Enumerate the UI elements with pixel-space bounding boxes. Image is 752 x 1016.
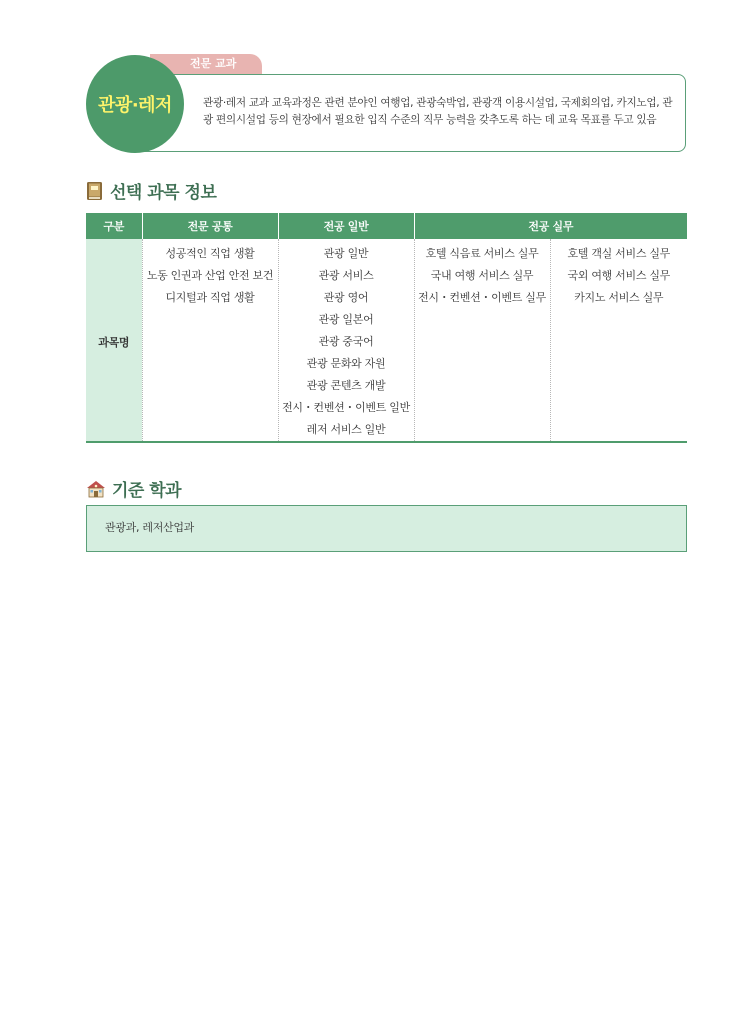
- list-item: 관광 콘텐츠 개발: [306, 379, 386, 392]
- list-item: 국외 여행 서비스 실무: [567, 269, 671, 282]
- subjects-section-title: [86, 178, 216, 203]
- list-item: 전시・컨벤션・이벤트 실무: [418, 291, 546, 304]
- department-list: 관광과, 레저산업과: [105, 521, 195, 534]
- general-subjects-cell: [278, 239, 414, 442]
- description-text: 관광·레저 교과 교육과정은 관련 분야인 여행업, 관광숙박업, 관광객 이용시설업, 국제회의업, 카지노업, 관광 편의시설업 등의 현장에서 필요한 입직 수준의 직무 능력을 갖추도록 하는 데 교육 목표를 두고 있음: [203, 97, 673, 126]
- list-item: 노동 인권과 산업 안전 보건: [146, 269, 274, 282]
- row-label: 과목명: [86, 239, 142, 442]
- subject-title: 관광·레저: [98, 95, 172, 116]
- table-row: [86, 239, 687, 442]
- description-box: [130, 74, 686, 152]
- header-category: 구분: [86, 213, 142, 239]
- list-item: 관광 영어: [323, 291, 369, 304]
- school-icon: [86, 479, 106, 499]
- practice-subjects-cell-1: [414, 239, 550, 442]
- list-item: 레저 서비스 일반: [306, 423, 386, 436]
- list-item: 호텔 객실 서비스 실무: [567, 247, 671, 260]
- list-item: 카지노 서비스 실무: [574, 291, 664, 304]
- list-item: 호텔 식음료 서비스 실무: [425, 247, 539, 260]
- header-general: 전공 일반: [278, 213, 414, 239]
- department-section-title: [86, 476, 181, 501]
- list-item: 관광 문화와 자원: [306, 357, 386, 370]
- list-item: 관광 중국어: [318, 335, 374, 348]
- subjects-section-label: 선택 과목 정보: [110, 183, 217, 203]
- list-item: 관광 일본어: [318, 313, 374, 326]
- category-tag-label: 전문 교과: [190, 57, 237, 70]
- department-section-label: 기준 학과: [112, 481, 182, 501]
- header-common: 전문 공통: [142, 213, 278, 239]
- department-box: [86, 505, 687, 552]
- list-item: 성공적인 직업 생활: [165, 247, 255, 260]
- practice-subjects-cell-2: [550, 239, 687, 442]
- list-item: 전시・컨벤션・이벤트 일반: [282, 401, 410, 414]
- book-icon: [86, 181, 104, 201]
- list-item: 관광 서비스: [318, 269, 374, 282]
- common-subjects-cell: [142, 239, 278, 442]
- list-item: 관광 일반: [323, 247, 369, 260]
- subjects-table: [86, 213, 687, 443]
- subject-badge: [86, 55, 184, 153]
- list-item: 디지털과 직업 생활: [165, 291, 255, 304]
- list-item: 국내 여행 서비스 실무: [430, 269, 534, 282]
- table-header-row: [86, 213, 687, 239]
- header-practice: 전공 실무: [414, 213, 687, 239]
